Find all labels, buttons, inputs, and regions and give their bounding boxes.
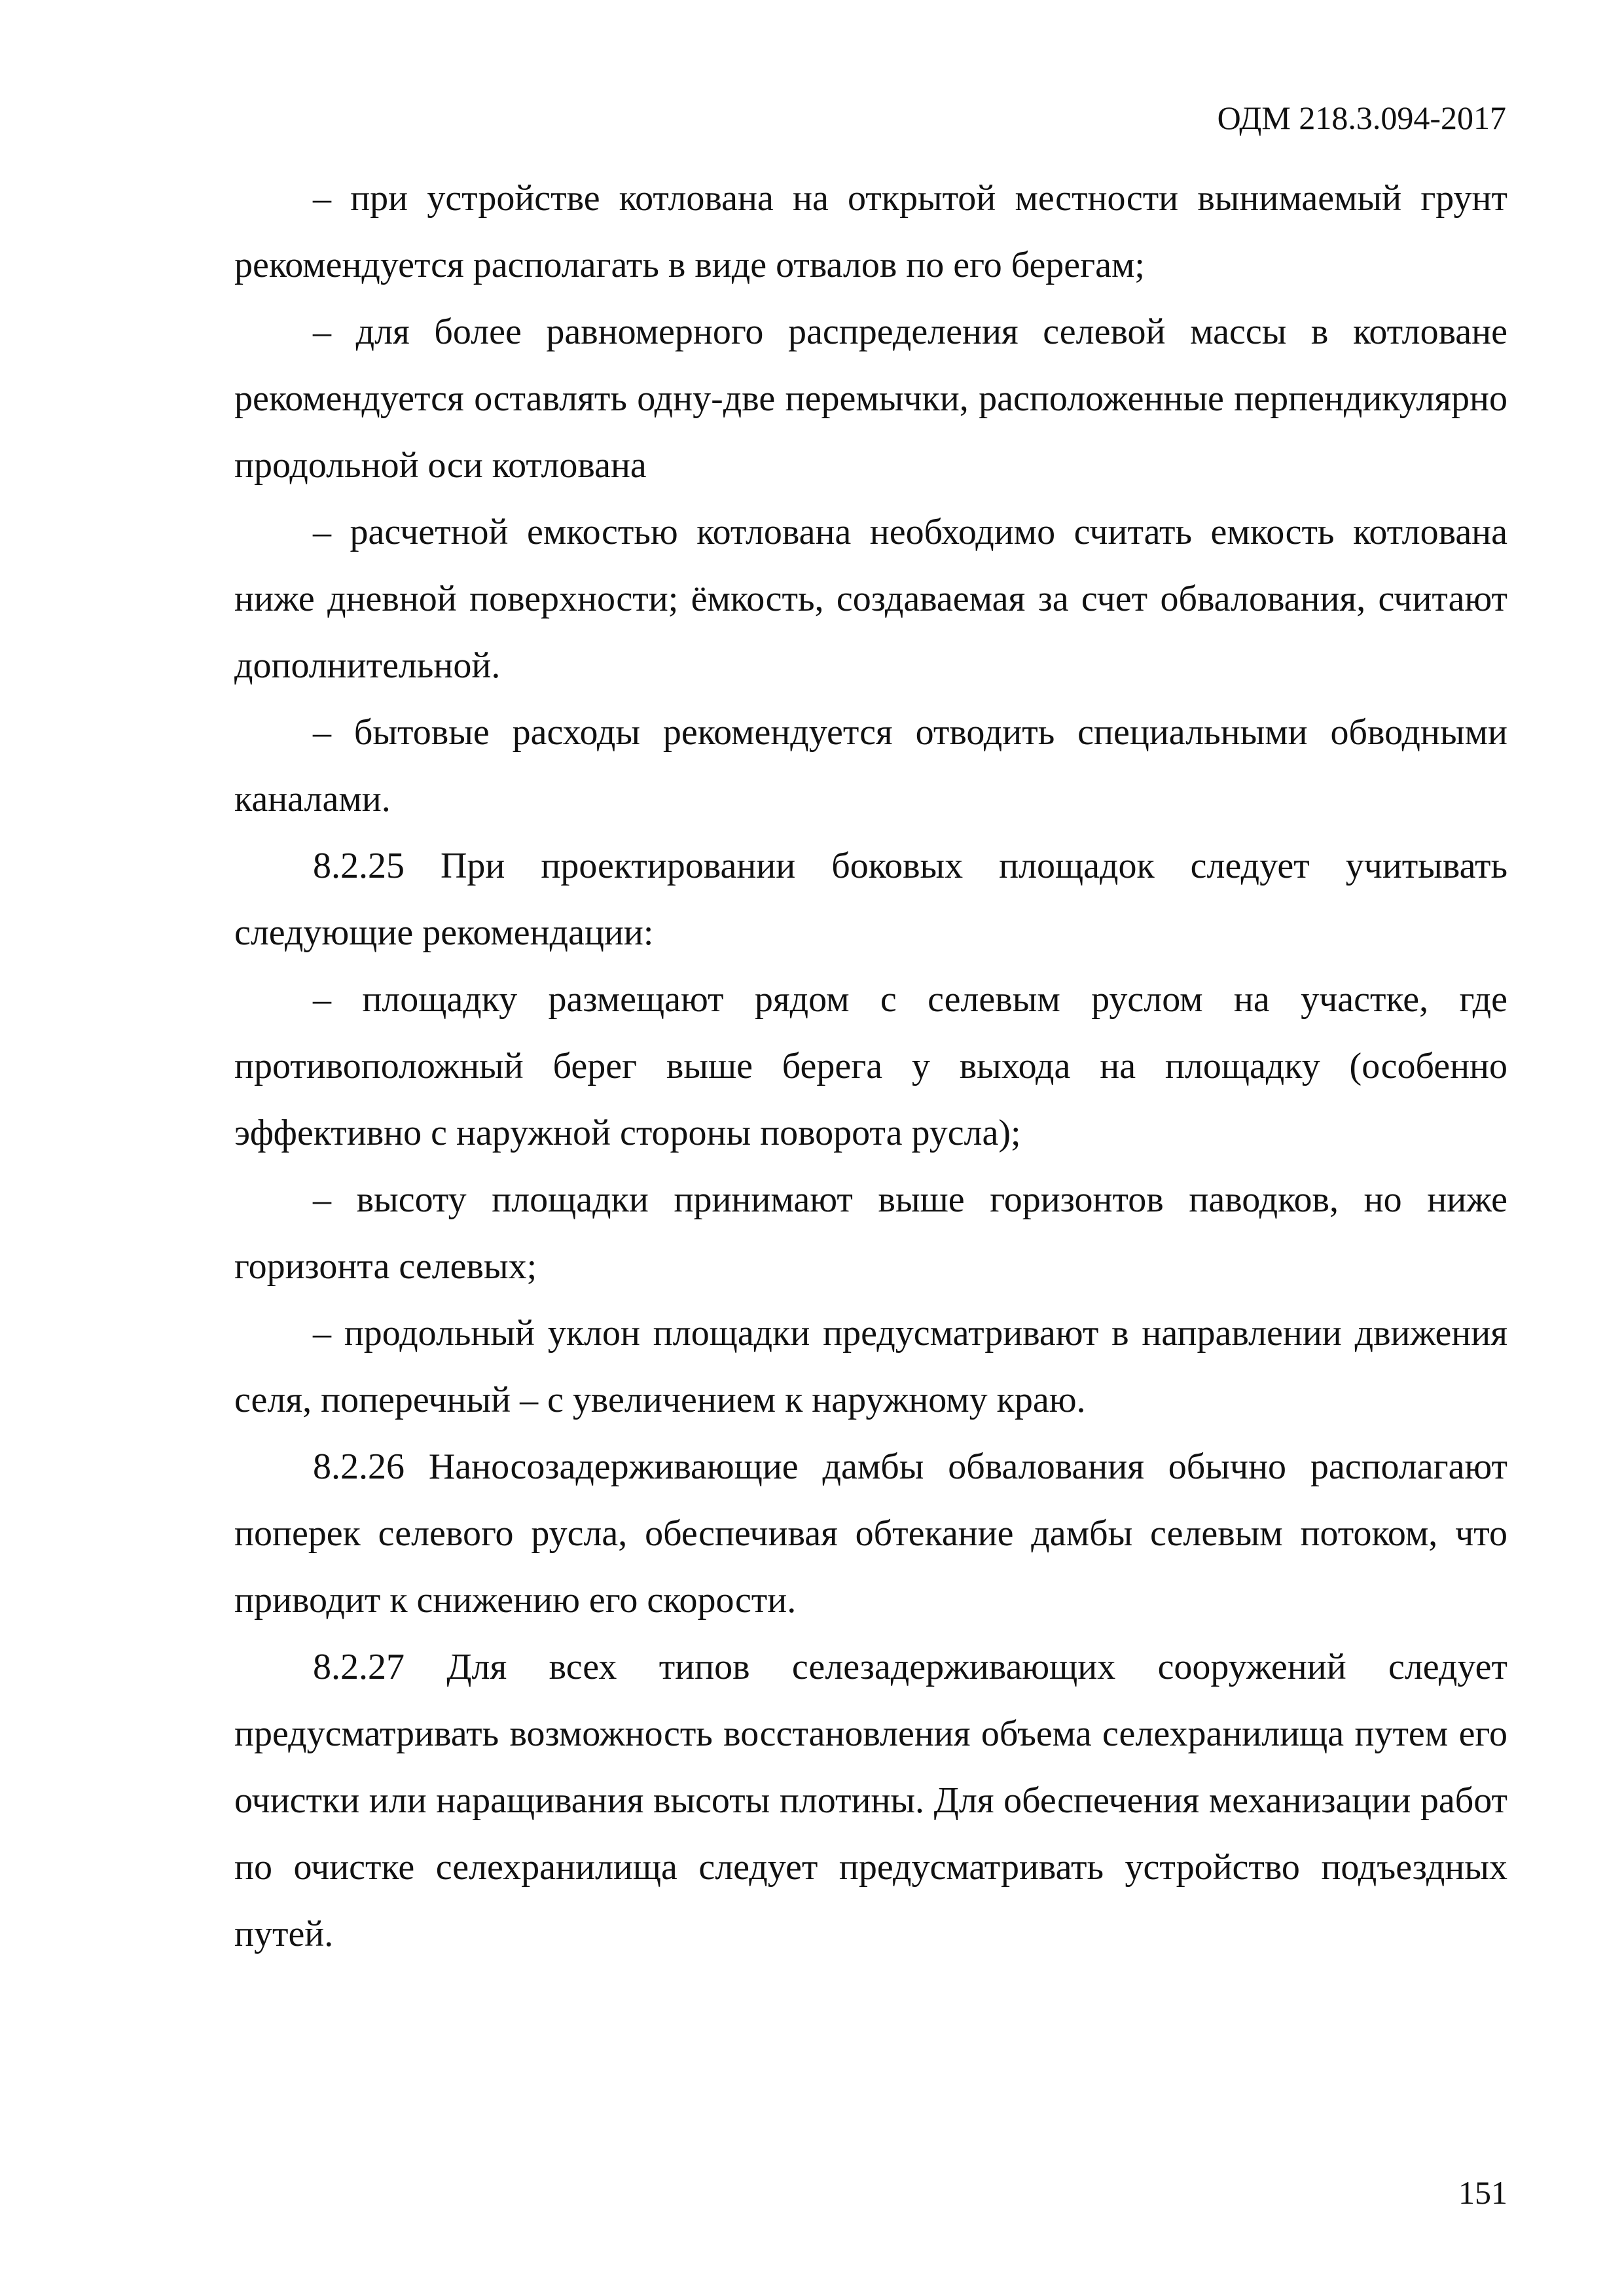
paragraph-site-slope: – продольный уклон площадки предусматривают в направлении движения селя, поперечный – с увеличением к наружному краю. — [234, 1313, 1507, 1420]
paragraph-clause-8-2-25: 8.2.25 При проектировании боковых площадок следует учитывать следующие рекомендации: — [234, 846, 1507, 953]
paragraph-excavation-spoil: – при устройстве котлована на открытой местности вынимаемый грунт рекомендуется располагать в виде отвалов по его берегам; — [234, 178, 1507, 285]
paragraph-bypass-channels: – бытовые расходы рекомендуется отводить специальными обводными каналами. — [234, 712, 1507, 819]
paragraph-site-placement: – площадку размещают рядом с селевым руслом на участке, где противоположный берег выше берега у выхода на площадку (особенно эффективно с наружной стороны поворота русла); — [234, 979, 1507, 1153]
paragraph-clause-8-2-27: 8.2.27 Для всех типов селезадерживающих сооружений следует предусматривать возможность восстановления объема селехранилища путем его очистки или наращивания высоты плотины. Для обеспечения механизации работ по очистке селехранилища следует предусматривать устройство подъездных путей. — [234, 1647, 1507, 1954]
page-number: 151 — [1458, 2174, 1507, 2211]
paragraph-clause-8-2-26: 8.2.26 Наносозадерживающие дамбы обвалования обычно располагают поперек селевого русла, обеспечивая обтекание дамбы селевым потоком, что приводит к снижению его скорости. — [234, 1446, 1507, 1621]
document-code-header: ОДМ 218.3.094-2017 — [1217, 99, 1506, 136]
paragraph-bulkheads: – для более равномерного распределения селевой массы в котловане рекомендуется оставлять одну-две перемычки, расположенные перпендикулярно продольной оси котлована — [234, 312, 1507, 486]
paragraph-design-capacity: – расчетной емкостью котлована необходимо считать емкость котлована ниже дневной поверхности; ёмкость, создаваемая за счет обвалования, считают дополнительной. — [234, 512, 1507, 686]
paragraph-site-height: – высоту площадки принимают выше горизонтов паводков, но ниже горизонта селевых; — [234, 1179, 1507, 1287]
document-body — [234, 165, 1507, 1967]
